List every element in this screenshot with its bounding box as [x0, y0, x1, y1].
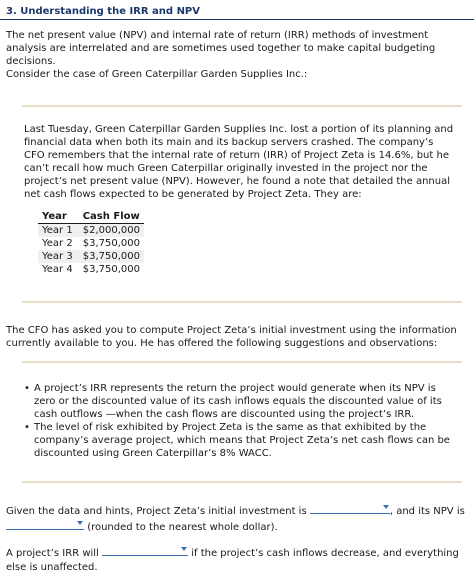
bullet-icon: •: [24, 422, 30, 433]
cash-flow-cell: $2,000,000: [77, 224, 144, 238]
question-text: (rounded to the nearest whole dollar).: [87, 522, 278, 533]
case-intro: Consider the case of Green Caterpillar Garden Supplies Inc.:: [6, 69, 308, 80]
question-text: A project’s IRR will: [6, 548, 99, 559]
section-title: 3. Understanding the IRR and NPV: [6, 6, 201, 17]
cash-flow-table: [38, 210, 144, 276]
year-cell: Year 4: [42, 264, 73, 275]
year-cell: Year 1: [38, 224, 77, 238]
cash-flow-cell: $3,750,000: [82, 264, 140, 275]
table-row: [38, 263, 144, 276]
year-cell: Year 2: [42, 238, 73, 249]
cash-flow-cell: $3,750,000: [82, 238, 140, 249]
intro-paragraph: The net present value (NPV) and internal rate of return (IRR) methods of investment analysis are interrelated and are sometimes used together to make capital budgeting decisions.: [6, 30, 436, 67]
case-top-divider: [22, 105, 462, 107]
bullet-icon: •: [24, 383, 30, 394]
question-text: , and its NPV is: [389, 506, 465, 517]
question-text: if the project’s cash inflows decrease, and everything else is unaffected.: [6, 548, 459, 573]
table-row: [38, 237, 144, 250]
hint-text: A project’s IRR represents the return the project would generate when its NPV is zero or the discounted value of its cash inflows equals the discounted value of its cash outflows —when the cash flows are discounted using the project’s IRR.: [34, 383, 442, 420]
question-text: Given the data and hints, Project Zeta’s initial investment is: [6, 506, 307, 517]
hint-text: The level of risk exhibited by Project Zeta is the same as that exhibited by the company’s average project, which means that Project Zeta’s net cash flows can be discounted using Green Caterpillar’s 8% WACC.: [34, 422, 450, 459]
initial-investment-dropdown[interactable]: [310, 503, 390, 514]
chevron-down-icon: [181, 547, 187, 551]
list-item: [24, 382, 456, 421]
story-paragraph: Last Tuesday, Green Caterpillar Garden Supplies Inc. lost a portion of its planning and financial data when both its main and its backup servers crashed. The company’s CFO remembers that the internal rate of return (IRR) of Project Zeta is 14.6%, but he can’t recall how much Green Caterpillar originally invested in the project nor the project’s net present value (NPV). However, he found a note that detailed the annual net cash flows expected to be generated by Project Zeta. They are:: [24, 124, 454, 200]
irr-direction-dropdown[interactable]: [102, 545, 188, 556]
question-initial-investment: [6, 503, 468, 535]
cash-flow-cell: $3,750,000: [77, 250, 144, 263]
table-row: [38, 224, 144, 238]
case-bottom-divider: [22, 301, 462, 303]
table-row: [38, 250, 144, 263]
cash-flow-header: Cash Flow: [77, 210, 144, 224]
hints-bottom-divider: [22, 481, 462, 483]
title-divider: [0, 19, 474, 20]
npv-dropdown[interactable]: [6, 519, 84, 530]
chevron-down-icon: [383, 505, 389, 509]
hints-top-divider: [22, 361, 462, 363]
cfo-paragraph: The CFO has asked you to compute Project Zeta’s initial investment using the information currently available to you. He has offered the following suggestions and observations:: [6, 325, 457, 349]
question-irr: [6, 545, 468, 575]
hints-list: [24, 382, 456, 460]
chevron-down-icon: [77, 521, 83, 525]
list-item: [24, 421, 456, 460]
year-header: Year: [38, 210, 77, 224]
year-cell: Year 3: [38, 250, 77, 263]
